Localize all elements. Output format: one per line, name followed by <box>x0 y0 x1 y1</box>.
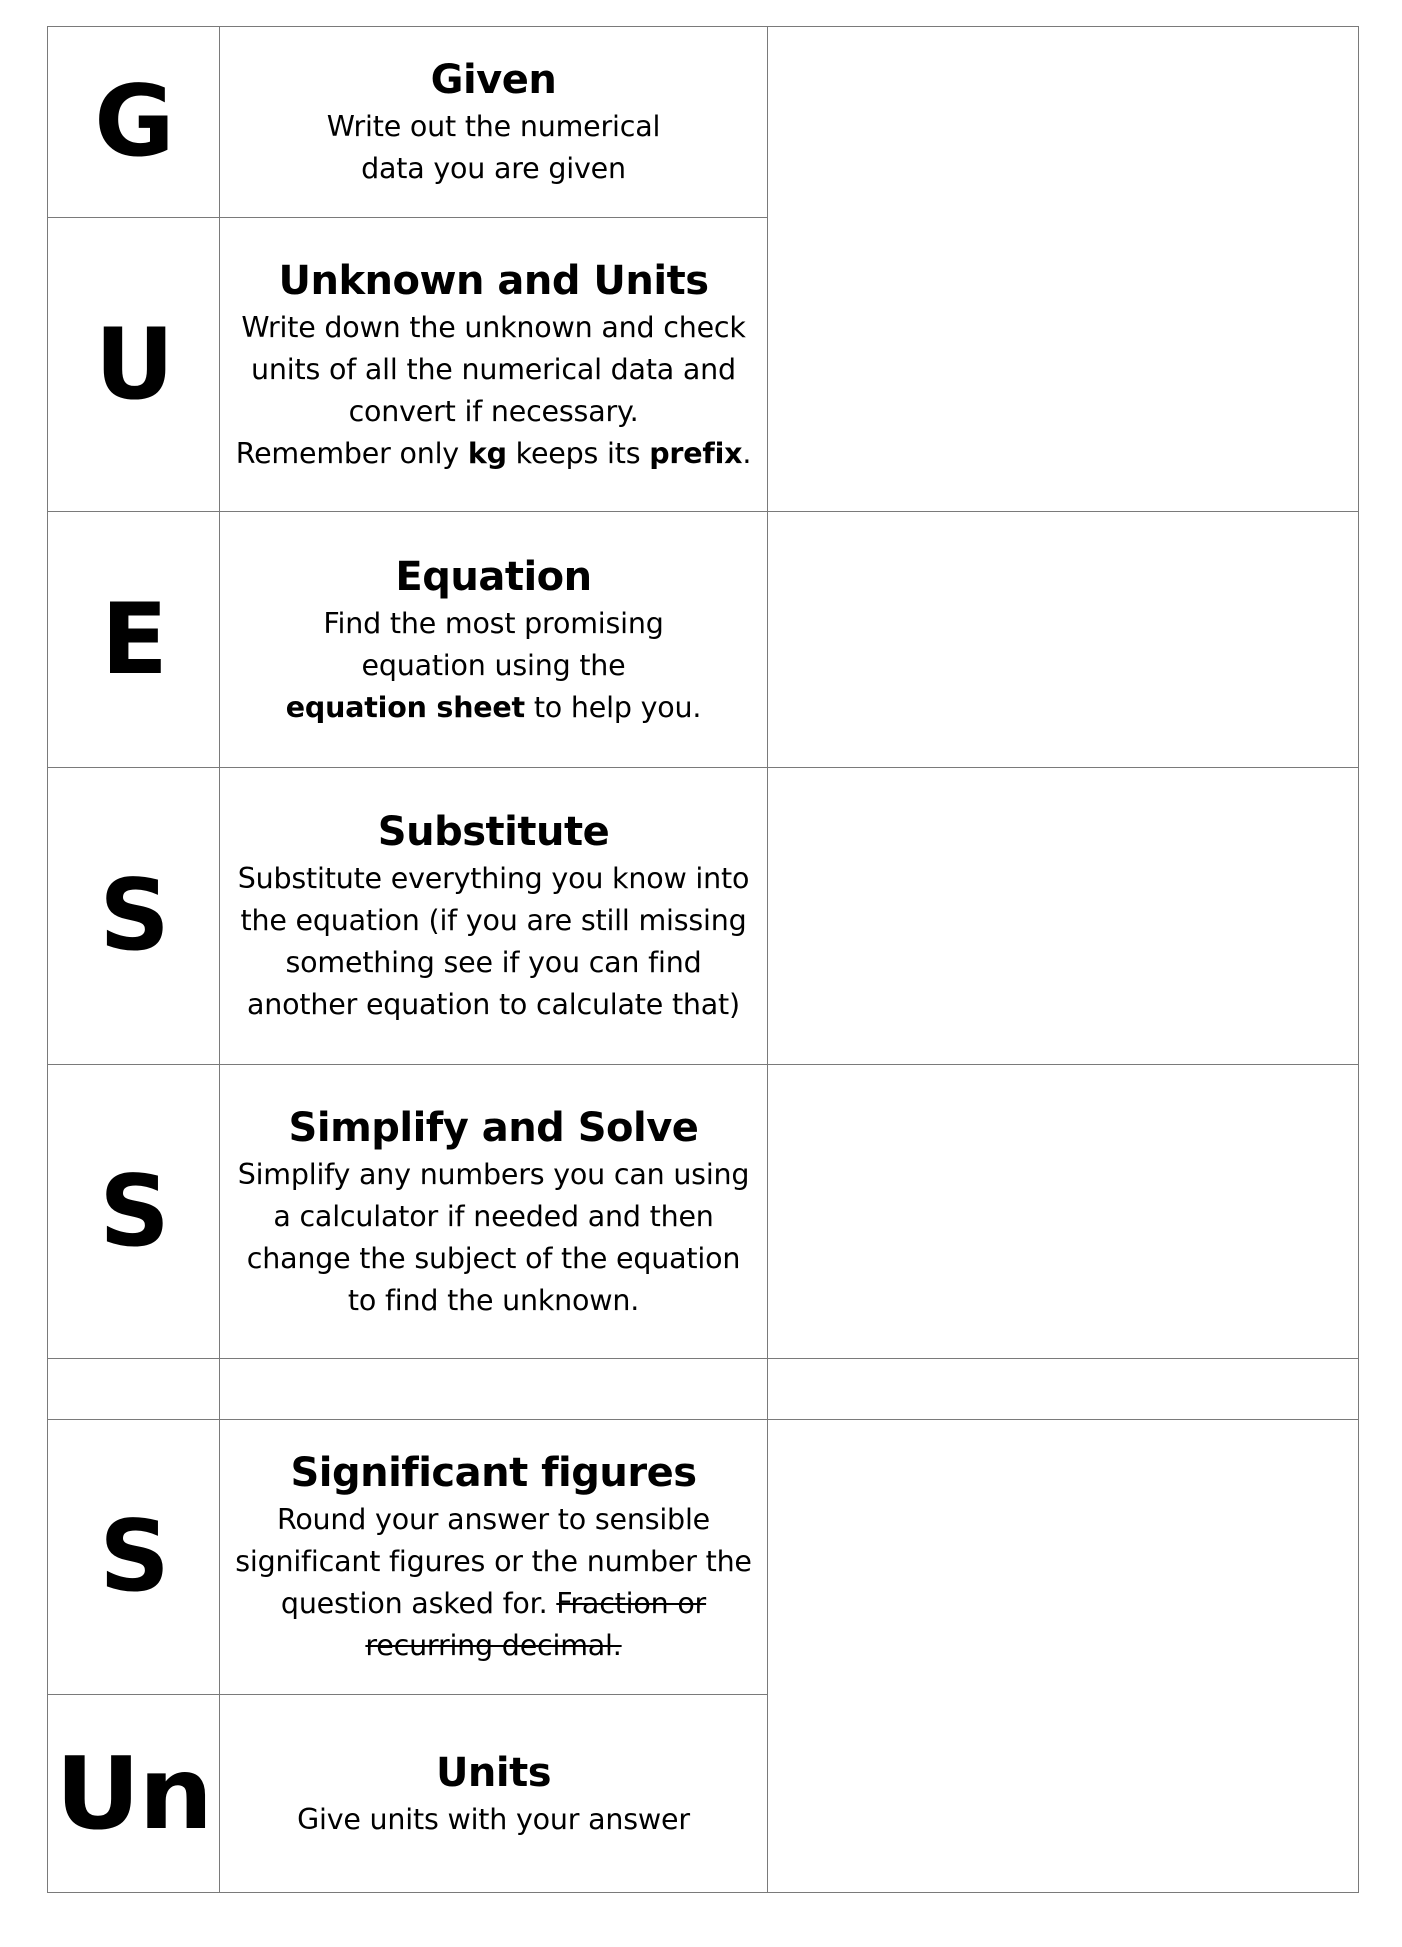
step-letter: G <box>94 65 173 179</box>
description-cell <box>220 1065 768 1359</box>
step-text-line: Give units with your answer <box>297 1802 690 1836</box>
answer-cell-simplify-solve[interactable] <box>768 1065 1359 1359</box>
description-cell <box>220 27 768 218</box>
letter-cell <box>48 512 220 768</box>
empty-cell[interactable] <box>768 1359 1359 1420</box>
step-text-line: Find the most promising <box>323 606 664 640</box>
description-cell <box>220 512 768 768</box>
answer-cell-given-unknown[interactable] <box>768 27 1359 512</box>
description-cell <box>220 1695 768 1893</box>
text-part: keeps its <box>506 436 650 470</box>
step-text-line: the equation (if you are still missing <box>240 904 747 937</box>
step-text-line: significant figures or the number the <box>235 1545 752 1578</box>
step-text-line: Round your answer to sensible <box>277 1503 710 1536</box>
step-letter: E <box>101 582 166 697</box>
bold-equation-sheet: equation sheet <box>285 690 525 724</box>
row-given <box>48 27 1359 218</box>
row-equation <box>48 512 1359 768</box>
struck-text: Fraction or <box>556 1587 707 1620</box>
step-title: Equation <box>395 553 592 600</box>
letter-cell <box>48 1065 220 1359</box>
letter-cell <box>48 1420 220 1695</box>
step-letter: S <box>99 859 168 973</box>
bold-prefix: prefix <box>649 436 743 470</box>
step-text-line: change the subject of the equation <box>246 1241 741 1275</box>
letter-cell <box>48 1695 220 1893</box>
step-text-line-rich <box>220 1583 767 1625</box>
text-part: . <box>742 436 752 470</box>
step-text-line: something see if you can find <box>285 946 702 979</box>
step-letter: Un <box>55 1734 212 1852</box>
step-text-line-rich <box>220 433 767 475</box>
step-text-line: convert if necessary. <box>348 394 639 428</box>
step-text-line: Write out the numerical <box>326 110 661 143</box>
letter-cell <box>48 218 220 512</box>
empty-cell <box>220 1359 768 1420</box>
description-cell <box>220 1420 768 1695</box>
step-title: Significant figures <box>290 1450 697 1496</box>
step-text-line: Substitute everything you know into <box>237 862 750 895</box>
row-significant-figures <box>48 1420 1359 1695</box>
text-part: to help you. <box>524 690 702 724</box>
step-text-line: to find the unknown. <box>347 1283 640 1317</box>
step-text-line: another equation to calculate that) <box>247 988 740 1021</box>
answer-cell-substitute[interactable] <box>768 768 1359 1065</box>
step-title: Unknown and Units <box>278 257 709 304</box>
bold-kg: kg <box>467 436 507 470</box>
step-text-line: a calculator if needed and then <box>273 1199 714 1233</box>
empty-cell <box>48 1359 220 1420</box>
step-text-line: Simplify any numbers you can using <box>237 1157 750 1191</box>
step-title: Simplify and Solve <box>288 1104 699 1151</box>
row-empty <box>48 1359 1359 1420</box>
letter-cell <box>48 27 220 218</box>
description-cell <box>220 768 768 1065</box>
step-title: Substitute <box>377 809 610 855</box>
step-letter: U <box>94 307 173 422</box>
row-substitute <box>48 768 1359 1065</box>
row-simplify-solve <box>48 1065 1359 1359</box>
struck-text-line: recurring decimal. <box>365 1629 622 1662</box>
step-title: Units <box>435 1749 552 1796</box>
step-text-line: data you are given <box>361 152 626 185</box>
answer-cell-sigfigs-units[interactable] <box>768 1420 1359 1893</box>
description-cell <box>220 218 768 512</box>
text-part: question asked for. <box>280 1587 557 1620</box>
step-letter: S <box>99 1154 168 1269</box>
letter-cell <box>48 768 220 1065</box>
text-part: Remember only <box>235 436 468 470</box>
guess-method-table <box>47 26 1359 1893</box>
step-text-line: equation using the <box>361 648 626 682</box>
step-text-line: Write down the unknown and check <box>241 310 746 344</box>
step-title: Given <box>430 57 557 103</box>
answer-cell-equation[interactable] <box>768 512 1359 768</box>
step-text-line: units of all the numerical data and <box>251 352 736 386</box>
step-letter: S <box>99 1500 168 1614</box>
step-text-line-rich <box>220 687 767 729</box>
